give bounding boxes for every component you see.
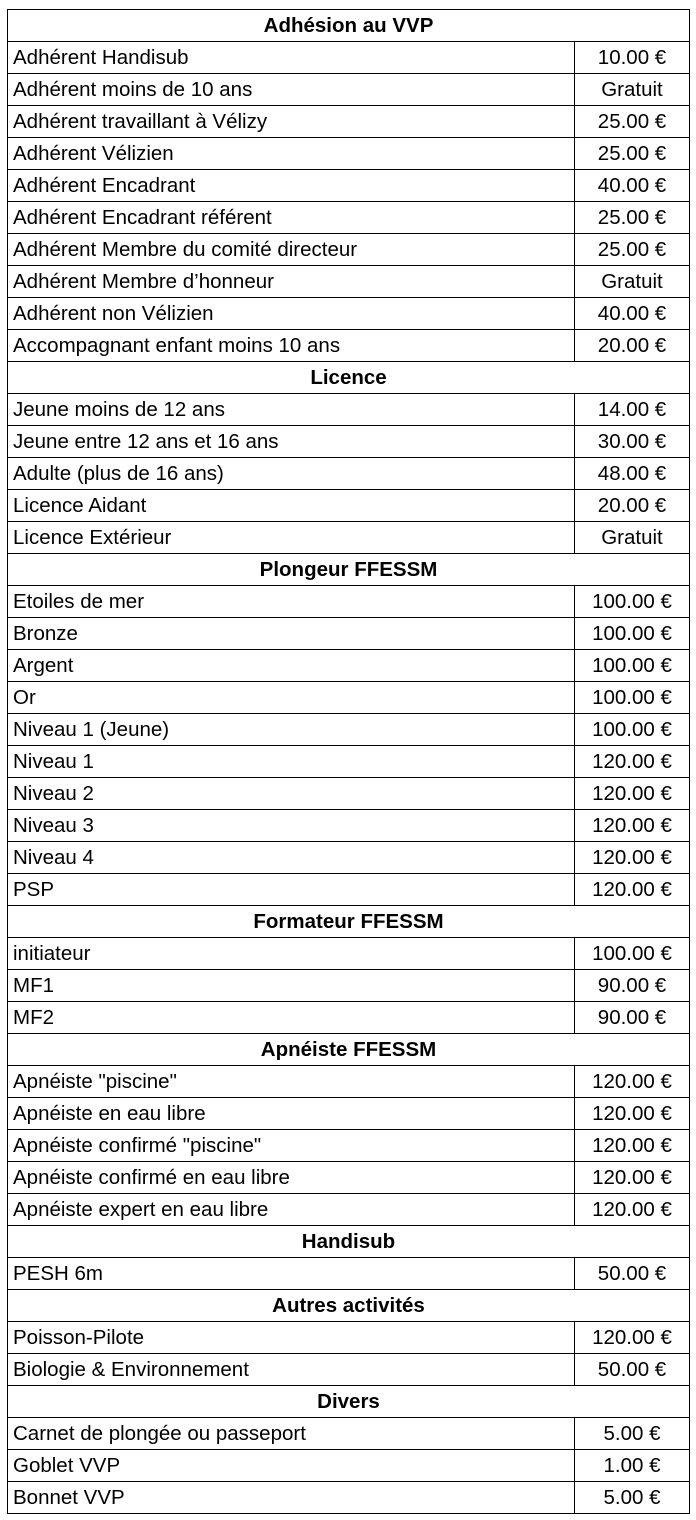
item-price: 14.00 € [575,394,690,426]
price-table [7,9,690,1514]
item-price: 120.00 € [575,874,690,906]
section-title: Autres activités [8,1290,690,1322]
table-row [8,1418,690,1450]
table-row [8,682,690,714]
table-row [8,1322,690,1354]
table-row [8,170,690,202]
item-label: Adhérent non Vélizien [8,298,575,330]
item-label: Poisson-Pilote [8,1322,575,1354]
table-row [8,490,690,522]
item-price: 120.00 € [575,1130,690,1162]
item-price: 20.00 € [575,330,690,362]
table-row [8,874,690,906]
item-label: Niveau 4 [8,842,575,874]
item-price: 120.00 € [575,1066,690,1098]
item-price: 120.00 € [575,746,690,778]
item-label: Niveau 2 [8,778,575,810]
table-row [8,746,690,778]
table-row [8,298,690,330]
table-row [8,458,690,490]
item-label: Carnet de plongée ou passeport [8,1418,575,1450]
table-row [8,970,690,1002]
table-row [8,938,690,970]
table-row [8,522,690,554]
item-label: Bronze [8,618,575,650]
item-price: 50.00 € [575,1258,690,1290]
item-price: 120.00 € [575,842,690,874]
item-label: Adhérent moins de 10 ans [8,74,575,106]
item-label: Niveau 1 (Jeune) [8,714,575,746]
item-label: Licence Extérieur [8,522,575,554]
item-label: Argent [8,650,575,682]
table-row [8,202,690,234]
section-header-row [8,906,690,938]
section-title: Divers [8,1386,690,1418]
section-title: Apnéiste FFESSM [8,1034,690,1066]
item-label: Apnéiste confirmé "piscine" [8,1130,575,1162]
item-label: Licence Aidant [8,490,575,522]
table-row [8,842,690,874]
table-row [8,1194,690,1226]
item-price: 120.00 € [575,810,690,842]
item-label: Goblet VVP [8,1450,575,1482]
item-label: PSP [8,874,575,906]
table-row [8,106,690,138]
price-table-body [8,10,690,1514]
section-header-row [8,10,690,42]
item-label: Adhérent Membre du comité directeur [8,234,575,266]
item-price: 120.00 € [575,778,690,810]
table-row [8,618,690,650]
item-price: 120.00 € [575,1322,690,1354]
table-row [8,330,690,362]
table-row [8,74,690,106]
item-label: Adhérent travaillant à Vélizy [8,106,575,138]
item-price: 90.00 € [575,1002,690,1034]
section-title: Handisub [8,1226,690,1258]
table-row [8,714,690,746]
item-price: 100.00 € [575,586,690,618]
item-price: 120.00 € [575,1194,690,1226]
item-label: Adhérent Vélizien [8,138,575,170]
item-price: Gratuit [575,266,690,298]
table-row [8,778,690,810]
section-title: Plongeur FFESSM [8,554,690,586]
item-label: Or [8,682,575,714]
table-row [8,1450,690,1482]
item-price: 120.00 € [575,1098,690,1130]
item-label: Niveau 1 [8,746,575,778]
item-price: 90.00 € [575,970,690,1002]
section-header-row [8,554,690,586]
section-header-row [8,1226,690,1258]
item-label: Bonnet VVP [8,1482,575,1514]
section-header-row [8,1290,690,1322]
item-price: 100.00 € [575,618,690,650]
item-label: Jeune moins de 12 ans [8,394,575,426]
item-label: MF2 [8,1002,575,1034]
item-label: PESH 6m [8,1258,575,1290]
table-row [8,1098,690,1130]
item-label: MF1 [8,970,575,1002]
item-label: Adhérent Membre d’honneur [8,266,575,298]
section-header-row [8,1034,690,1066]
item-price: 100.00 € [575,938,690,970]
item-price: 25.00 € [575,106,690,138]
item-label: Apnéiste confirmé en eau libre [8,1162,575,1194]
item-label: Accompagnant enfant moins 10 ans [8,330,575,362]
item-label: initiateur [8,938,575,970]
table-row [8,1482,690,1514]
item-price: 48.00 € [575,458,690,490]
item-price: 25.00 € [575,202,690,234]
item-price: 50.00 € [575,1354,690,1386]
item-price: Gratuit [575,74,690,106]
item-label: Etoiles de mer [8,586,575,618]
table-row [8,1002,690,1034]
table-row [8,1162,690,1194]
item-label: Adulte (plus de 16 ans) [8,458,575,490]
table-row [8,426,690,458]
item-price: 40.00 € [575,298,690,330]
section-title: Adhésion au VVP [8,10,690,42]
section-title: Formateur FFESSM [8,906,690,938]
item-label: Niveau 3 [8,810,575,842]
item-price: 100.00 € [575,682,690,714]
table-row [8,1354,690,1386]
item-label: Apnéiste "piscine" [8,1066,575,1098]
item-price: 20.00 € [575,490,690,522]
section-header-row [8,362,690,394]
table-row [8,810,690,842]
item-price: 40.00 € [575,170,690,202]
item-label: Adhérent Encadrant [8,170,575,202]
table-row [8,234,690,266]
item-label: Apnéiste expert en eau libre [8,1194,575,1226]
item-price: 25.00 € [575,234,690,266]
item-price: 5.00 € [575,1418,690,1450]
table-row [8,586,690,618]
item-price: 100.00 € [575,714,690,746]
item-label: Jeune entre 12 ans et 16 ans [8,426,575,458]
item-price: 5.00 € [575,1482,690,1514]
item-price: 10.00 € [575,42,690,74]
item-price: 100.00 € [575,650,690,682]
item-price: 25.00 € [575,138,690,170]
table-row [8,1130,690,1162]
table-row [8,650,690,682]
item-price: Gratuit [575,522,690,554]
table-row [8,266,690,298]
table-row [8,138,690,170]
item-label: Apnéiste en eau libre [8,1098,575,1130]
item-label: Adhérent Handisub [8,42,575,74]
section-header-row [8,1386,690,1418]
item-price: 1.00 € [575,1450,690,1482]
item-price: 30.00 € [575,426,690,458]
item-price: 120.00 € [575,1162,690,1194]
section-title: Licence [8,362,690,394]
table-row [8,394,690,426]
item-label: Adhérent Encadrant référent [8,202,575,234]
table-row [8,1066,690,1098]
table-row [8,42,690,74]
table-row [8,1258,690,1290]
item-label: Biologie & Environnement [8,1354,575,1386]
